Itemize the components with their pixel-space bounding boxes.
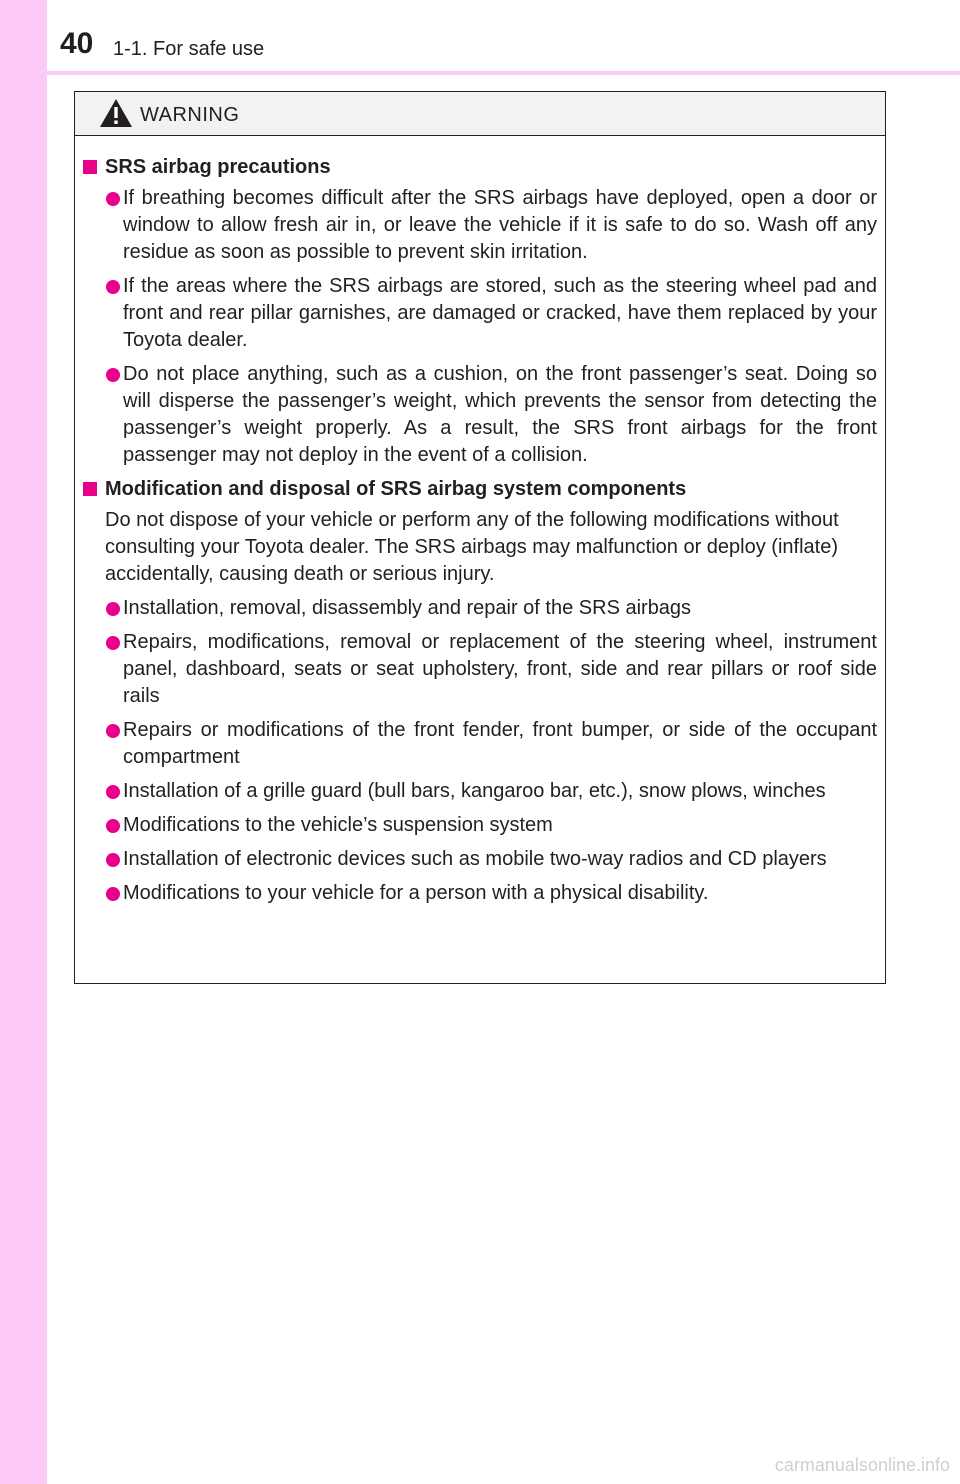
square-bullet-icon [83,160,97,174]
section-heading [83,154,877,181]
side-color-band [0,0,47,1484]
list-item-text: Do not place anything, such as a cushion, on the front passenger’s seat. Doing so will disperse the passenger’s weight, which prevents the sensor from detecting the passenger’s weight properly. As a result, the SRS front airbags for the front passenger may not deploy in the event of a collision. [123,363,877,466]
warning-triangle-icon [99,98,133,128]
list-item-text: Repairs or modifications of the front fender, front bumper, or side of the occupant compartment [123,719,877,768]
round-bullet-icon [106,853,120,867]
round-bullet-icon [106,368,120,382]
list-item-text: If breathing becomes difficult after the SRS airbags have deployed, open a door or window to allow fresh air in, or leave the vehicle if it is safe to do so. Wash off any residue as soon as possible to prevent skin irritation. [123,187,877,263]
round-bullet-icon [106,785,120,799]
round-bullet-icon [106,887,120,901]
page-number: 40 [60,27,94,60]
list-item [83,185,877,266]
warning-header [75,92,885,136]
section-title: 1-1. For safe use [113,38,265,60]
list-item [83,717,877,771]
warning-content [83,154,877,914]
round-bullet-icon [106,636,120,650]
list-item [83,880,877,907]
list-item-text: Modifications to your vehicle for a person with a physical disability. [123,882,709,904]
round-bullet-icon [106,819,120,833]
section-heading-text: SRS airbag precautions [105,156,331,178]
section-heading [83,476,877,503]
list-item-text: Repairs, modifications, removal or replacement of the steering wheel, instrument panel, dashboard, seats or seat upholstery, front, side and rear pillars or roof side rails [123,631,877,707]
warning-box [74,91,886,984]
round-bullet-icon [106,280,120,294]
list-item-text: Installation of a grille guard (bull bars, kangaroo bar, etc.), snow plows, winches [123,780,826,802]
list-item [83,361,877,469]
list-item [83,273,877,354]
section-heading-text: Modification and disposal of SRS airbag system components [105,478,687,500]
list-item [83,778,877,805]
list-item-text: Installation of electronic devices such as mobile two-way radios and CD players [123,848,827,870]
watermark: carmanualsonline.info [774,1455,950,1475]
list-item [83,629,877,710]
list-item-text: Installation, removal, disassembly and repair of the SRS airbags [123,597,692,619]
list-item-text: If the areas where the SRS airbags are stored, such as the steering wheel pad and front and rear pillar garnishes, are damaged or cracked, have them replaced by your Toyota dealer. [123,275,877,351]
round-bullet-icon [106,724,120,738]
square-bullet-icon [83,482,97,496]
list-item [83,595,877,622]
round-bullet-icon [106,192,120,206]
round-bullet-icon [106,602,120,616]
list-item-text: Modifications to the vehicle’s suspension system [123,814,553,836]
warning-title: WARNING [140,104,240,126]
header-rule [47,71,960,75]
list-item [83,812,877,839]
list-item [83,846,877,873]
section-intro: Do not dispose of your vehicle or perform any of the following modifications without consulting your Toyota dealer. The SRS airbags may malfunction or deploy (inflate) accidentally, causing death or serious injury. [105,509,839,585]
